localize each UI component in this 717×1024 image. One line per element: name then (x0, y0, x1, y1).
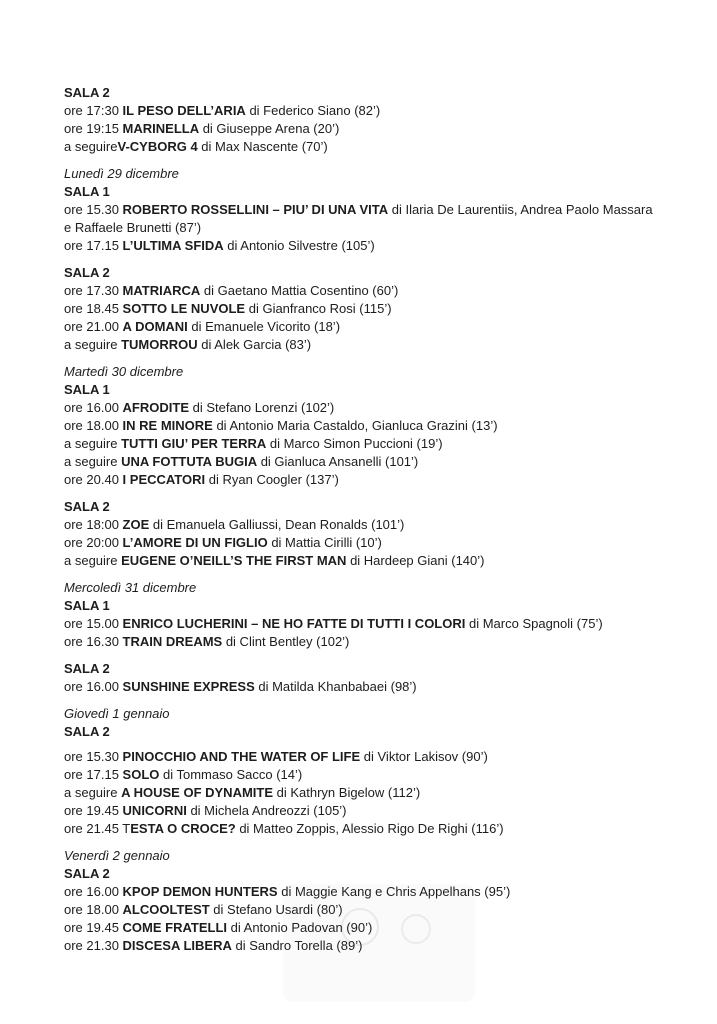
day-heading: Venerdì 2 gennaio (64, 848, 170, 863)
film-credits: di Marco Simon Puccioni (19’) (266, 436, 443, 451)
screening-time: ore 19.45 (64, 920, 123, 935)
screening-line (64, 300, 658, 318)
film-credits: di Ilaria De Laurentiis, Andrea Paolo Massara e Raffaele Brunetti (87’) (64, 202, 653, 235)
venue-heading: SALA 2 (64, 85, 110, 100)
day-heading: Mercoledì 31 dicembre (64, 580, 197, 595)
venue-heading: SALA 2 (64, 499, 110, 514)
film-credits: di Michela Andreozzi (105’) (186, 803, 347, 818)
schedule-block (64, 165, 658, 255)
screening-time: ore 18.00 (64, 418, 123, 433)
film-title: V-CYBORG 4 (117, 139, 198, 154)
screening-time: ore 19:15 (64, 121, 123, 136)
screening-line (64, 883, 658, 901)
film-credits: di Federico Siano (82’) (245, 103, 381, 118)
screening-time: ore 17:30 (64, 103, 123, 118)
screening-time: ore 17.15 (64, 238, 123, 253)
screening-line (64, 435, 658, 453)
film-credits: di Maggie Kang e Chris Appelhans (95’) (277, 884, 511, 899)
screening-line (64, 552, 658, 570)
screening-time: ore 17.15 (64, 767, 123, 782)
film-credits: di Viktor Lakisov (90’) (360, 749, 488, 764)
screening-line (64, 633, 658, 651)
film-title: L’ULTIMA SFIDA (122, 238, 224, 253)
schedule-block (64, 264, 658, 354)
film-credits: di Antonio Maria Castaldo, Gianluca Grazini (13’) (212, 418, 498, 433)
schedule-block (64, 84, 658, 156)
venue-heading: SALA 2 (64, 866, 110, 881)
screening-line (64, 937, 658, 955)
film-credits: di Antonio Silvestre (105’) (223, 238, 375, 253)
film-credits: di Marco Spagnoli (75’) (465, 616, 603, 631)
film-credits: di Giuseppe Arena (20’) (199, 121, 340, 136)
day-heading: Giovedì 1 gennaio (64, 706, 170, 721)
film-title: ENRICO LUCHERINI – NE HO FATTE DI TUTTI I COLORI (122, 616, 466, 631)
screening-line (64, 138, 658, 156)
film-title: UNICORNI (122, 803, 187, 818)
schedule-block (64, 660, 658, 696)
screening-time: ore 20:00 (64, 535, 123, 550)
film-title: I PECCATORI (122, 472, 206, 487)
screening-time: ore 21.45 T (64, 821, 131, 836)
screening-time: a seguire (64, 139, 118, 154)
film-title: IL PESO DELL’ARIA (122, 103, 246, 118)
venue-heading: SALA 2 (64, 661, 110, 676)
film-title: TUTTI GIU’ PER TERRA (121, 436, 267, 451)
screening-line (64, 919, 658, 937)
schedule (64, 84, 658, 964)
film-title: ESTA O CROCE? (130, 821, 236, 836)
screening-time: a seguire (64, 337, 122, 352)
film-credits: di Stefano Lorenzi (102’) (189, 400, 335, 415)
film-credits: di Max Nascente (70’) (197, 139, 328, 154)
schedule-block (64, 363, 658, 489)
screening-line (64, 102, 658, 120)
screening-time: a seguire (64, 553, 122, 568)
schedule-block (64, 705, 658, 838)
screening-line (64, 318, 658, 336)
screening-time: ore 21.30 (64, 938, 123, 953)
screening-line (64, 399, 658, 417)
schedule-block (64, 579, 658, 651)
screening-time: ore 16.30 (64, 634, 123, 649)
film-title: SOLO (122, 767, 160, 782)
film-credits: di Emanuele Vicorito (18’) (187, 319, 341, 334)
film-title: ALCOOLTEST (122, 902, 210, 917)
venue-heading: SALA 1 (64, 598, 110, 613)
screening-line (64, 820, 658, 838)
screening-time: ore 20.40 (64, 472, 123, 487)
screening-line (64, 201, 658, 237)
film-title: COME FRATELLI (122, 920, 228, 935)
screening-time: ore 16.00 (64, 884, 123, 899)
film-title: MATRIARCA (122, 283, 201, 298)
film-title: MARINELLA (122, 121, 200, 136)
film-title: AFRODITE (122, 400, 189, 415)
day-heading: Martedì 30 dicembre (64, 364, 184, 379)
screening-line (64, 615, 658, 633)
film-title: DISCESA LIBERA (122, 938, 232, 953)
screening-line (64, 471, 658, 489)
screening-line (64, 678, 658, 696)
screening-line (64, 237, 658, 255)
screening-time: ore 18.00 (64, 902, 123, 917)
screening-line (64, 516, 658, 534)
screening-line (64, 748, 658, 766)
film-title: TUMORROU (121, 337, 198, 352)
venue-heading: SALA 2 (64, 724, 110, 739)
screening-time: ore 18:00 (64, 517, 123, 532)
screening-time: ore 17.30 (64, 283, 123, 298)
screening-time: ore 16.00 (64, 400, 123, 415)
film-credits: di Gaetano Mattia Cosentino (60’) (200, 283, 399, 298)
screening-time: a seguire (64, 454, 122, 469)
film-credits: di Gianfranco Rosi (115’) (245, 301, 392, 316)
screening-line (64, 282, 658, 300)
film-credits: di Clint Bentley (102’) (222, 634, 350, 649)
film-title: A DOMANI (122, 319, 188, 334)
film-credits: di Ryan Coogler (137’) (205, 472, 339, 487)
film-credits: di Alek Garcia (83’) (197, 337, 312, 352)
screening-line (64, 417, 658, 435)
screening-time: a seguire (64, 785, 122, 800)
screening-time: ore 18.45 (64, 301, 123, 316)
film-title: UNA FOTTUTA BUGIA (121, 454, 258, 469)
screening-line (64, 336, 658, 354)
screening-time: ore 21.00 (64, 319, 123, 334)
film-title: KPOP DEMON HUNTERS (122, 884, 278, 899)
screening-time: ore 19.45 (64, 803, 123, 818)
film-credits: di Sandro Torella (89’) (231, 938, 363, 953)
film-credits: di Stefano Usardi (80’) (209, 902, 343, 917)
schedule-block (64, 847, 658, 955)
film-title: SUNSHINE EXPRESS (122, 679, 255, 694)
film-title: IN RE MINORE (122, 418, 213, 433)
screening-time: ore 15.00 (64, 616, 123, 631)
screening-time: a seguire (64, 436, 122, 451)
film-credits: di Matilda Khanbabaei (98’) (254, 679, 417, 694)
film-credits: di Matteo Zoppis, Alessio Rigo De Righi (116’) (235, 821, 504, 836)
schedule-block (64, 498, 658, 570)
film-title: L’AMORE DI UN FIGLIO (122, 535, 268, 550)
film-title: TRAIN DREAMS (122, 634, 223, 649)
film-credits: di Mattia Cirilli (10’) (267, 535, 382, 550)
film-credits: di Hardeep Giani (140’) (346, 553, 485, 568)
film-credits: di Kathryn Bigelow (112’) (273, 785, 421, 800)
film-credits: di Emanuela Galliussi, Dean Ronalds (101’) (149, 517, 405, 532)
venue-heading: SALA 1 (64, 382, 110, 397)
screening-line (64, 120, 658, 138)
day-heading: Lunedì 29 dicembre (64, 166, 179, 181)
film-title: ZOE (122, 517, 150, 532)
screening-line (64, 784, 658, 802)
film-credits: di Antonio Padovan (90’) (227, 920, 373, 935)
venue-heading: SALA 1 (64, 184, 110, 199)
screening-time: ore 15.30 (64, 749, 123, 764)
film-title: A HOUSE OF DYNAMITE (121, 785, 274, 800)
screening-line (64, 453, 658, 471)
screening-time: ore 15.30 (64, 202, 123, 217)
film-credits: di Tommaso Sacco (14’) (159, 767, 303, 782)
screening-time: ore 16.00 (64, 679, 123, 694)
venue-heading: SALA 2 (64, 265, 110, 280)
screening-line (64, 766, 658, 784)
film-credits: di Gianluca Ansanelli (101’) (257, 454, 419, 469)
screening-line (64, 802, 658, 820)
screening-line (64, 901, 658, 919)
screening-line (64, 534, 658, 552)
film-title: ROBERTO ROSSELLINI – PIU’ DI UNA VITA (122, 202, 389, 217)
film-title: EUGENE O’NEILL’S THE FIRST MAN (121, 553, 347, 568)
film-title: SOTTO LE NUVOLE (122, 301, 246, 316)
film-title: PINOCCHIO AND THE WATER OF LIFE (122, 749, 361, 764)
